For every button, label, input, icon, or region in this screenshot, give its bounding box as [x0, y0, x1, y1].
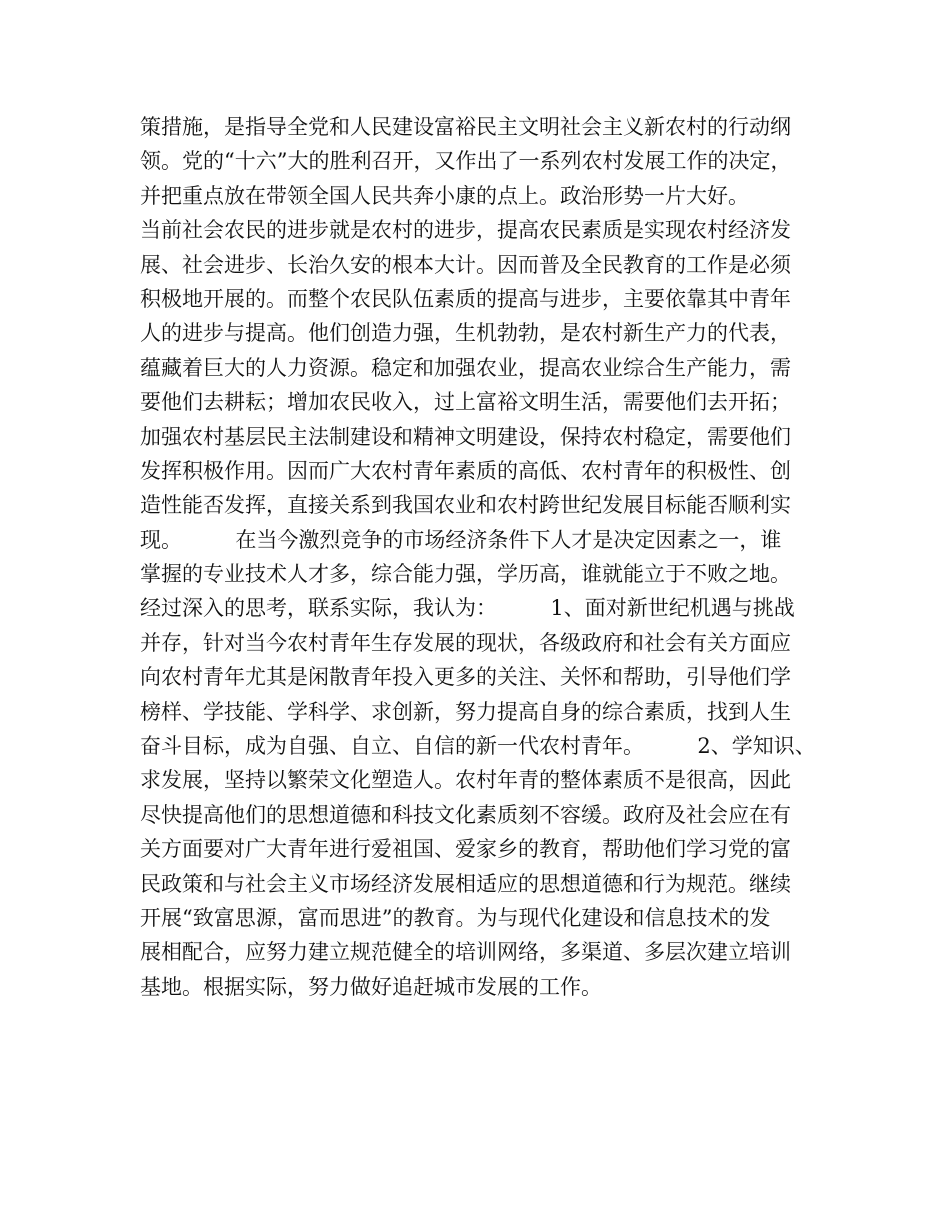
text-line: 掌握的专业技术人才多，综合能力强，学历高，谁就能立于不败之地。	[140, 562, 791, 587]
text-line: 向农村青年尤其是闲散青年投入更多的关注、关怀和帮助，引导他们学	[140, 665, 791, 690]
text-line: 现。 在当今激烈竞争的市场经济条件下人才是决定因素之一，谁	[140, 527, 782, 552]
text-line: 奋斗目标，成为自强、自立、自信的新一代农村青年。 2、学知识、	[140, 734, 816, 759]
text-line: 展、社会进步、长治久安的根本大计。因而普及全民教育的工作是必须	[140, 252, 791, 277]
text-line: 发挥积极作用。因而广大农村青年素质的高低、农村青年的积极性、创	[140, 458, 791, 483]
text-line: 并存，针对当今农村青年生存发展的现状，各级政府和社会有关方面应	[140, 630, 791, 655]
text-line: 展相配合，应努力建立规范健全的培训网络，多渠道、多层次建立培训	[140, 940, 791, 965]
text-line: 民政策和与社会主义市场经济发展相适应的思想道德和行为规范。继续	[140, 871, 791, 896]
text-line: 要他们去耕耘；增加农民收入，过上富裕文明生活，需要他们去开拓；	[140, 390, 791, 415]
text-line: 经过深入的思考，联系实际，我认为： 1、面对新世纪机遇与挑战	[140, 596, 795, 621]
text-line: 造性能否发挥，直接关系到我国农业和农村跨世纪发展目标能否顺利实	[140, 493, 791, 518]
text-line: 开展“致富思源，富而思进”的教育。为与现代化建设和信息技术的发	[140, 905, 771, 930]
text-line: 当前社会农民的进步就是农村的进步，提高农民素质是实现农村经济发	[140, 218, 791, 243]
text-line: 蕴藏着巨大的人力资源。稳定和加强农业，提高农业综合生产能力，需	[140, 355, 791, 380]
text-line: 加强农村基层民主法制建设和精神文明建设，保持农村稳定，需要他们	[140, 424, 791, 449]
text-line: 并把重点放在带领全国人民共奔小康的点上。政治形势一片大好。	[140, 183, 749, 208]
text-line: 尽快提高他们的思想道德和科技文化素质刻不容缓。政府及社会应在有	[140, 802, 791, 827]
text-line: 关方面要对广大青年进行爱祖国、爱家乡的教育，帮助他们学习党的富	[140, 837, 791, 862]
body-text	[140, 110, 840, 1004]
text-line: 求发展，坚持以繁荣文化塑造人。农村年青的整体素质不是很高，因此	[140, 768, 791, 793]
text-line: 基地。根据实际，努力做好追赶城市发展的工作。	[140, 974, 602, 999]
text-line: 积极地开展的。而整个农民队伍素质的提高与进步，主要依靠其中青年	[140, 286, 791, 311]
text-line: 领。党的“十六”大的胜利召开，又作出了一系列农村发展工作的决定，	[140, 149, 792, 174]
text-line: 榜样、学技能、学科学、求创新，努力提高自身的综合素质，找到人生	[140, 699, 791, 724]
text-line: 人的进步与提高。他们创造力强，生机勃勃，是农村新生产力的代表，	[140, 321, 791, 346]
text-line: 策措施，是指导全党和人民建设富裕民主文明社会主义新农村的行动纲	[140, 115, 791, 139]
